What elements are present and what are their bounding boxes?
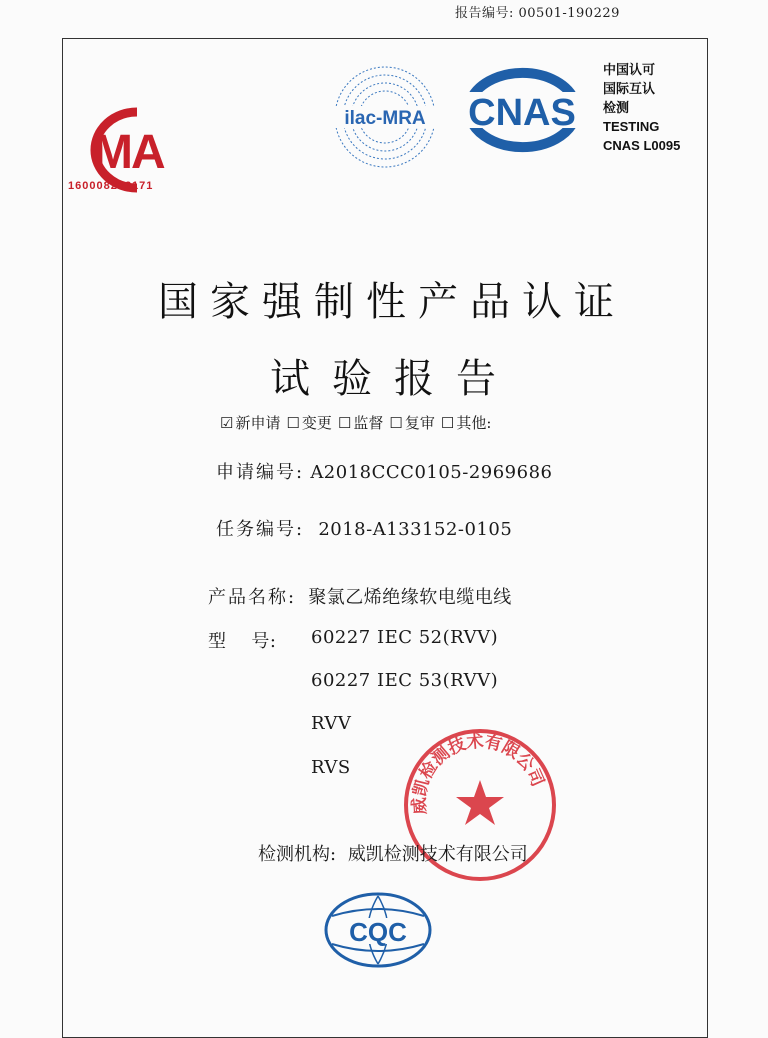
cnas-caption-line: 检测 [603,100,630,115]
title-line-1: 国家强制性产品认证 [158,279,626,325]
task-number-field [216,515,512,541]
model-label: 型 号: [208,631,277,652]
checkbox-label: 监督 [353,414,384,432]
cnas-caption-line: CNAS L0095 [603,138,681,153]
product-name-field [208,583,512,609]
model-item: 60227 IEC 53(RVV) [311,670,499,691]
application-number-label: 申请编号: [216,462,305,483]
checkbox-empty-icon: ☐ [389,413,403,432]
testing-organization-field [258,840,528,866]
ilac-mra-logo [330,62,440,172]
cnas-caption-line: TESTING [603,119,660,134]
cma-letters: MA [93,126,164,179]
testing-organization-value: 威凯检测技术有限公司 [347,844,528,865]
cnas-caption-line: 国际互认 [603,81,656,96]
checkbox-label: 变更 [301,414,332,432]
cnas-wordmark: CNAS [468,92,576,134]
model-item: RVV [311,713,352,734]
ilac-text: ilac-MRA [344,108,426,129]
cqc-logo [322,890,434,970]
testing-organization-label: 检测机构: [258,844,337,865]
checkbox-empty-icon: ☐ [337,413,352,432]
product-name-value: 聚氯乙烯绝缘软电缆电线 [308,587,512,608]
application-number-field [216,458,553,484]
checkbox-checked-icon: ☑ [220,413,234,432]
checkbox-change[interactable] [286,412,331,433]
title-line-2: 试验报告 [270,356,518,402]
report-number: 报告编号: 00501-190229 [455,6,620,21]
checkbox-label: 新申请 [235,414,281,432]
checkbox-empty-icon: ☐ [286,413,300,432]
checkbox-review[interactable] [389,412,434,433]
task-number-value: 2018-A133152-0105 [318,519,513,540]
checkbox-other[interactable] [441,412,492,433]
cqc-wordmark: CQC [349,917,407,947]
cnas-caption-line: 中国认可 [603,62,656,77]
seal-star-icon [456,780,504,825]
checkbox-label: 复审 [404,414,435,432]
checkbox-supervision[interactable] [338,412,383,433]
application-number-value: A2018CCC0105-2969686 [310,462,553,483]
cnas-logo [455,62,590,156]
checkbox-label: 其他: [456,414,492,432]
model-item: 60227 IEC 52(RVV) [311,627,499,648]
checkbox-new-application[interactable] [220,412,280,433]
product-name-label: 产品名称: [208,587,297,608]
task-number-label: 任务编号: [216,519,305,540]
model-item: RVS [311,757,351,778]
cma-number: 160008222171 [68,180,154,192]
checkbox-empty-icon: ☐ [440,413,455,432]
application-type-row [220,412,491,433]
cnas-caption [603,60,680,155]
seal-text: 威凯检测技术有限公司 [409,731,548,816]
